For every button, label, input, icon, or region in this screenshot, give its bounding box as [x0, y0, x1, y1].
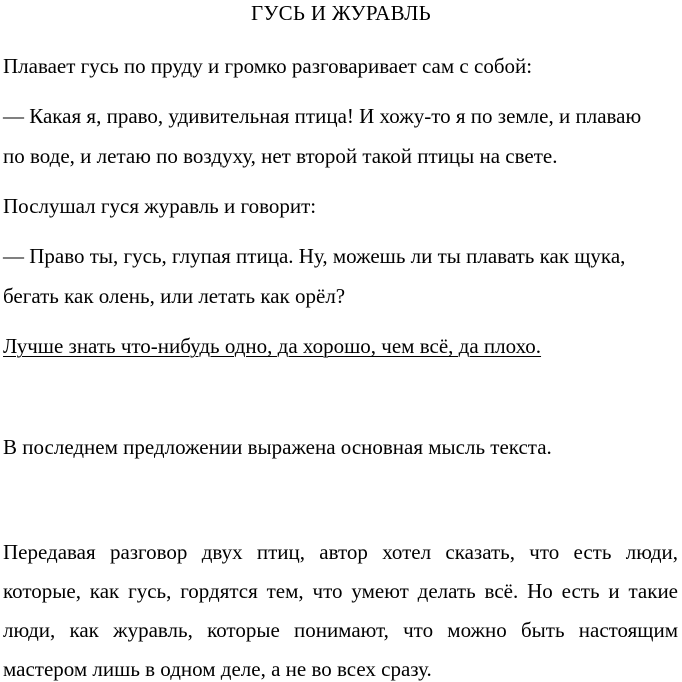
- story-paragraph-2-line-2: по воде, и летаю по воздуху, нет второй такой птицы на свете.: [3, 144, 558, 168]
- story-moral: Лучше знать что-нибудь одно, да хорошо, чем всё, да плохо.: [3, 334, 542, 358]
- explanation-line-4: мастером лишь в одном деле, а не во всех сразу.: [3, 657, 432, 681]
- story-paragraph-4-line-1: — Право ты, гусь, глупая птица. Ну, можешь ли ты плавать как щука,: [3, 244, 626, 268]
- explanation-line-1: Передавая разговор двух птиц, автор хотел сказать, что есть люди,: [3, 540, 678, 564]
- story-paragraph-1: Плавает гусь по пруду и громко разговаривает сам с собой:: [3, 54, 533, 78]
- explanation-line-2: которые, как гусь, гордятся тем, что умеют делать всё. Но есть и такие: [3, 579, 678, 603]
- story-paragraph-2-line-1: — Какая я, право, удивительная птица! И хожу-то я по земле, и плаваю: [3, 104, 642, 128]
- main-idea-statement: В последнем предложении выражена основная мысль текста.: [3, 435, 552, 459]
- story-paragraph-4-line-2: бегать как олень, или летать как орёл?: [3, 284, 346, 308]
- explanation-line-3: люди, как журавль, которые понимают, что можно быть настоящим: [3, 618, 678, 642]
- story-paragraph-3: Послушал гуся журавль и говорит:: [3, 194, 317, 218]
- story-title: ГУСЬ И ЖУРАВЛЬ: [251, 1, 431, 25]
